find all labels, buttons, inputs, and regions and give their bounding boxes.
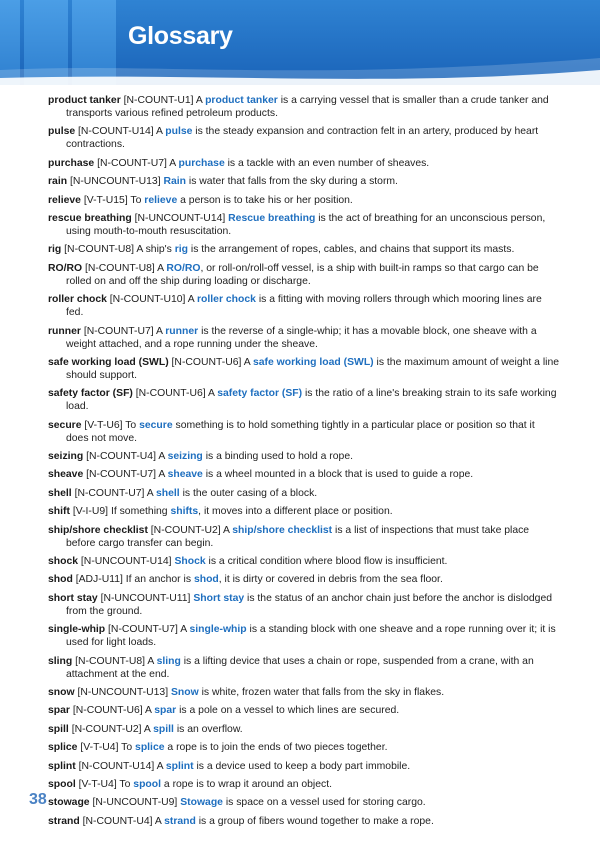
entry-definition-lead: A: [222, 524, 230, 536]
entry-definition-lead: A: [156, 325, 163, 337]
glossary-entry: [48, 796, 560, 809]
entry-definition: is a carrying vessel that is smaller than a crude tanker and transports various refined petroleum products.: [66, 95, 549, 119]
glossary-entry: [48, 387, 560, 413]
entry-term: spool: [48, 778, 76, 790]
entry-definition-lead: A: [243, 356, 251, 368]
entry-grammar-tag: [N-UNCOUNT-U14]: [134, 212, 226, 224]
entry-term: snow: [48, 686, 75, 698]
entry-term: rig: [48, 244, 62, 256]
entry-term: splice: [48, 742, 78, 754]
entry-definition-lead: A: [158, 451, 165, 463]
entry-grammar-tag: [N-COUNT-U6]: [72, 705, 143, 717]
entry-highlighted-term: pulse: [165, 126, 193, 138]
entry-term: short stay: [48, 592, 98, 604]
entry-grammar-tag: [V-I-U9]: [72, 506, 109, 518]
entry-definition: is space on a vessel used for storing cargo.: [225, 797, 426, 809]
entry-definition: is a standing block with one sheave and a rope running over it; it is used for light loads.: [66, 624, 556, 649]
entry-definition: is white, frozen water that falls from the sky in flakes.: [201, 686, 445, 698]
glossary-entry: [48, 450, 560, 463]
glossary-entry: [48, 723, 560, 736]
entry-term: shell: [48, 487, 72, 499]
entry-definition: is an overflow.: [176, 723, 243, 735]
entry-term: roller chock: [48, 294, 107, 306]
entry-highlighted-term: Short stay: [193, 592, 245, 604]
entry-grammar-tag: [N-COUNT-U1]: [123, 95, 194, 106]
page-title: Glossary: [128, 22, 233, 50]
entry-grammar-tag: [N-COUNT-U8]: [64, 244, 135, 256]
glossary-entry: [48, 760, 560, 773]
entry-highlighted-term: spool: [133, 778, 162, 790]
entry-grammar-tag: [N-UNCOUNT-U9]: [92, 797, 178, 809]
entry-definition: is the steady expansion and contraction felt in an artery, produced by heart contractions.: [66, 126, 539, 151]
entry-term: shock: [48, 556, 79, 568]
entry-definition: is the arrangement of ropes, cables, and chains that support its masts.: [190, 244, 515, 256]
entry-grammar-tag: [N-COUNT-U7]: [83, 325, 154, 337]
glossary-entry: [48, 212, 560, 238]
entry-definition-lead: A: [146, 487, 154, 499]
entry-definition: is the act of breathing for an unconscious person, using mouth-to-mouth resuscitation.: [66, 212, 546, 237]
entry-term: sheave: [48, 469, 84, 481]
entry-highlighted-term: runner: [165, 325, 199, 337]
entry-highlighted-term: splice: [135, 742, 165, 754]
entry-grammar-tag: [N-COUNT-U7]: [86, 469, 156, 481]
entry-definition: , it moves into a different place or position.: [198, 506, 393, 518]
entry-term: rain: [48, 176, 68, 188]
entry-definition: something is to hold something tightly in a particular place or position so that it does not move.: [66, 419, 535, 444]
entry-definition-lead: A: [156, 760, 163, 772]
entry-definition-lead: To: [125, 419, 137, 431]
entry-term: runner: [48, 325, 81, 337]
entry-definition: is the outer casing of a block.: [182, 487, 318, 499]
entry-highlighted-term: product tanker: [205, 95, 278, 106]
entry-highlighted-term: shifts: [170, 506, 199, 518]
entry-definition: is a pole on a vessel to which lines are secured.: [179, 705, 400, 717]
entry-grammar-tag: [N-COUNT-U4]: [86, 451, 156, 463]
entry-term: strand: [48, 815, 80, 827]
entry-highlighted-term: relieve: [144, 194, 178, 206]
entry-highlighted-term: rig: [174, 244, 189, 256]
entry-term: shift: [48, 506, 70, 518]
glossary-entry: [48, 815, 560, 828]
entry-grammar-tag: [ADJ-U11]: [75, 574, 123, 586]
entry-grammar-tag: [V-T-U4]: [80, 742, 119, 754]
entry-definition: a person is to take his or her position.: [180, 194, 353, 206]
entry-grammar-tag: [N-COUNT-U7]: [108, 624, 178, 636]
glossary-entry: [48, 524, 560, 550]
entry-highlighted-term: sheave: [167, 469, 203, 481]
entry-definition: is a wheel mounted in a block that is used to guide a rope.: [205, 469, 474, 481]
entry-term: splint: [48, 760, 76, 772]
entry-definition-lead: A: [207, 388, 215, 400]
glossary-entry: [48, 623, 560, 649]
glossary-entry: [48, 194, 560, 207]
glossary-entry: [48, 419, 560, 445]
entry-grammar-tag: [N-UNCOUNT-U13]: [69, 176, 161, 188]
entry-highlighted-term: seizing: [167, 451, 203, 463]
entry-definition-lead: A: [180, 624, 187, 636]
entry-term: spar: [48, 705, 70, 717]
entry-highlighted-term: purchase: [178, 157, 225, 169]
glossary-entry: [48, 686, 560, 699]
entry-definition: is a tackle with an even number of sheaves.: [227, 157, 430, 169]
entry-definition: is a critical condition where blood flow is insufficient.: [208, 556, 448, 568]
entry-term: RO/RO: [48, 262, 83, 274]
entry-definition: a rope is to join the ends of two pieces together.: [167, 742, 388, 754]
entry-term: ship/shore checklist: [48, 524, 148, 536]
entry-definition-lead: A: [156, 126, 163, 138]
entry-term: spill: [48, 723, 69, 735]
glossary-entry: [48, 741, 560, 754]
entry-grammar-tag: [N-COUNT-U10]: [109, 294, 186, 306]
entry-term: sling: [48, 655, 73, 667]
entry-definition-lead: To: [119, 778, 131, 790]
glossary-entry: [48, 262, 560, 288]
entry-term: secure: [48, 419, 82, 431]
entry-term: seizing: [48, 451, 84, 463]
entry-definition-lead: A: [157, 262, 164, 274]
header-wave-decoration: [0, 0, 600, 85]
entry-definition: is a group of fibers wound together to make a rope.: [198, 815, 434, 827]
entry-term: rescue breathing: [48, 212, 132, 224]
entry-highlighted-term: roller chock: [197, 294, 256, 306]
entry-highlighted-term: safety factor (SF): [217, 388, 303, 400]
entry-highlighted-term: Shock: [174, 556, 206, 568]
entry-highlighted-term: sling: [156, 655, 181, 667]
entry-grammar-tag: [N-COUNT-U14]: [78, 126, 154, 138]
page-number: 38: [29, 791, 47, 808]
entry-definition: a rope is to wrap it around an object.: [163, 778, 332, 790]
entry-grammar-tag: [N-COUNT-U2]: [71, 723, 142, 735]
entry-term: safe working load (SWL): [48, 356, 169, 368]
entry-grammar-tag: [N-COUNT-U8]: [75, 655, 145, 667]
entry-definition-lead: A: [147, 655, 154, 667]
glossary-entry: [48, 655, 560, 681]
entry-definition: is the reverse of a single-whip; it has a movable block, one sheave with a weight attached, and a rope running under the sheave.: [66, 325, 537, 350]
entry-highlighted-term: shod: [193, 574, 219, 586]
entry-term: purchase: [48, 157, 95, 169]
entry-term: shod: [48, 574, 73, 586]
entry-term: relieve: [48, 194, 81, 206]
entry-definition: is a device used to keep a body part immobile.: [196, 760, 411, 772]
entry-definition-lead: A: [158, 469, 165, 481]
entry-grammar-tag: [N-UNCOUNT-U14]: [80, 556, 172, 568]
glossary-list: [48, 94, 560, 833]
entry-grammar-tag: [N-COUNT-U7]: [97, 157, 167, 169]
entry-highlighted-term: Snow: [170, 686, 199, 698]
glossary-entry: [48, 293, 560, 319]
entry-grammar-tag: [N-COUNT-U8]: [84, 262, 155, 274]
entry-highlighted-term: safe working load (SWL): [252, 356, 374, 368]
entry-grammar-tag: [N-COUNT-U14]: [78, 760, 155, 772]
entry-definition-lead: A ship's: [136, 244, 172, 256]
entry-grammar-tag: [N-UNCOUNT-U13]: [77, 686, 169, 698]
entry-grammar-tag: [N-COUNT-U6]: [171, 356, 242, 368]
entry-highlighted-term: ship/shore checklist: [232, 524, 333, 536]
entry-definition: is a lifting device that uses a chain or rope, suspended from a crane, with an attachment at the end.: [66, 655, 534, 680]
entry-definition: , it is dirty or covered in debris from the sea floor.: [218, 574, 443, 586]
entry-definition-lead: A: [195, 95, 203, 106]
glossary-entry: [48, 573, 560, 586]
entry-term: single-whip: [48, 624, 106, 636]
entry-highlighted-term: Rain: [163, 176, 187, 188]
entry-term: product tanker: [48, 95, 121, 106]
entry-grammar-tag: [N-UNCOUNT-U11]: [100, 592, 191, 604]
glossary-entry: [48, 157, 560, 170]
glossary-entry: [48, 592, 560, 618]
glossary-entry: [48, 125, 560, 151]
entry-definition-lead: If an anchor is: [125, 574, 192, 586]
entry-highlighted-term: shell: [156, 487, 180, 499]
entry-highlighted-term: strand: [164, 815, 196, 827]
entry-grammar-tag: [V-T-U4]: [78, 778, 117, 790]
entry-grammar-tag: [N-COUNT-U2]: [150, 524, 221, 536]
glossary-entry: [48, 175, 560, 188]
glossary-entry: [48, 243, 560, 256]
entry-definition-lead: To: [130, 194, 142, 206]
entry-highlighted-term: spar: [154, 705, 177, 717]
entry-definition: is a fitting with moving rollers through which mooring lines are fed.: [66, 294, 542, 319]
entry-definition-lead: A: [169, 157, 176, 169]
glossary-entry: [48, 325, 560, 351]
entry-definition: , or roll-on/roll-off vessel, is a ship with built-in ramps so that cargo can be rolled on and off the ship during loading or discharge.: [66, 262, 539, 287]
glossary-entry: [48, 505, 560, 518]
glossary-entry: [48, 487, 560, 500]
entry-definition: is the ratio of a line's breaking strain to its safe working load.: [66, 388, 557, 413]
entry-term: stowage: [48, 797, 90, 809]
entry-definition-lead: If something: [110, 506, 168, 518]
entry-highlighted-term: Rescue breathing: [228, 212, 316, 224]
entry-grammar-tag: [N-COUNT-U6]: [135, 388, 206, 400]
entry-highlighted-term: splint: [165, 760, 194, 772]
entry-definition: is water that falls from the sky during a storm.: [188, 176, 398, 188]
entry-highlighted-term: spill: [153, 723, 174, 735]
page-header: [0, 0, 600, 85]
entry-highlighted-term: Stowage: [180, 797, 223, 809]
glossary-entry: [48, 356, 560, 382]
entry-grammar-tag: [N-COUNT-U7]: [74, 487, 145, 499]
glossary-entry: [48, 555, 560, 568]
entry-definition-lead: A: [145, 705, 152, 717]
entry-highlighted-term: single-whip: [189, 624, 247, 636]
glossary-entry: [48, 94, 560, 120]
entry-definition: is the maximum amount of weight a line should support.: [66, 356, 560, 381]
entry-term: safety factor (SF): [48, 388, 133, 400]
entry-highlighted-term: RO/RO: [166, 262, 201, 274]
entry-highlighted-term: secure: [139, 419, 173, 431]
entry-grammar-tag: [V-T-U6]: [84, 419, 123, 431]
glossary-entry: [48, 468, 560, 481]
entry-definition-lead: A: [143, 723, 151, 735]
glossary-entry: [48, 704, 560, 717]
entry-definition-lead: To: [121, 742, 133, 754]
entry-definition: is the status of an anchor chain just before the anchor is dislodged from the ground.: [66, 592, 553, 617]
entry-term: pulse: [48, 126, 76, 138]
entry-definition: is a binding used to hold a rope.: [205, 451, 353, 463]
entry-definition-lead: A: [154, 815, 162, 827]
entry-definition-lead: A: [187, 294, 195, 306]
entry-grammar-tag: [N-COUNT-U4]: [82, 815, 153, 827]
entry-grammar-tag: [V-T-U15]: [83, 194, 128, 206]
entry-definition: is a list of inspections that must take place before cargo transfer can begin.: [66, 524, 530, 549]
glossary-entry: [48, 778, 560, 791]
